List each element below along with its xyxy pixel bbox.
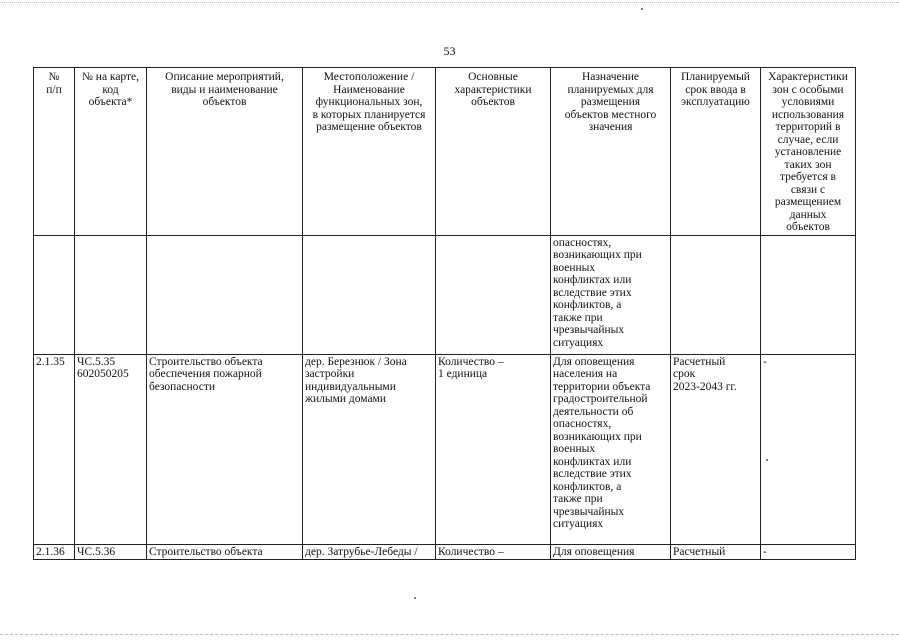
cell-description xyxy=(147,235,303,354)
scan-bottom-edge xyxy=(0,634,899,635)
cell-characteristics: Количество – xyxy=(436,544,551,560)
header-characteristics: Основные характеристики объектов xyxy=(436,68,551,236)
header-location: Местоположение / Наименование функциональных зон, в которых планируется размещение объектов xyxy=(303,68,436,236)
table-header-row xyxy=(34,68,856,236)
cell-characteristics xyxy=(436,235,551,354)
cell-purpose: Для оповещения xyxy=(551,544,671,560)
cell-map-code xyxy=(75,235,147,354)
cell-description: Строительство объекта xyxy=(147,544,303,560)
header-description: Описание мероприятий, виды и наименование объектов xyxy=(147,68,303,236)
header-commissioning: Планируемый срок ввода в эксплуатацию xyxy=(671,68,761,236)
cell-location: дер. Затрубье-Лебеды / xyxy=(303,544,436,560)
cell-commissioning: Расчетный срок 2023-2043 гг. xyxy=(671,354,761,544)
header-zones: Характеристики зон с особыми условиями использования территорий в случае, если установление таких зон требуется в связи с размещением данных объектов xyxy=(761,68,856,236)
header-map-code: № на карте, код объекта* xyxy=(75,68,147,236)
planning-table xyxy=(33,67,856,560)
cell-description: Строительство объекта обеспечения пожарной безопасности xyxy=(147,354,303,544)
header-index: № п/п xyxy=(34,68,75,236)
table-row xyxy=(34,235,856,354)
cell-zones: - xyxy=(761,544,856,560)
cell-index xyxy=(34,235,75,354)
table-row xyxy=(34,544,856,560)
cell-purpose: Для оповещения населения на территории объекта градостроительной деятельности об опасностях, возникающих при военных конфликтах или вследствие этих конфликтов, а также при чрезвычайных ситуациях xyxy=(551,354,671,544)
cell-commissioning: Расчетный xyxy=(671,544,761,560)
cell-map-code: ЧС.5.36 xyxy=(75,544,147,560)
cell-index: 2.1.36 xyxy=(34,544,75,560)
cell-location xyxy=(303,235,436,354)
table-row xyxy=(34,354,856,544)
scan-top-edge xyxy=(0,2,899,3)
cell-location: дер. Березнюк / Зона застройки индивидуальными жилыми домами xyxy=(303,354,436,544)
cell-commissioning xyxy=(671,235,761,354)
cell-index: 2.1.35 xyxy=(34,354,75,544)
cell-map-code: ЧС.5.35 602050205 xyxy=(75,354,147,544)
cell-zones xyxy=(761,235,856,354)
page-number: 53 xyxy=(443,44,456,58)
cell-characteristics: Количество – 1 единица xyxy=(436,354,551,544)
header-purpose: Назначение планируемых для размещения объектов местного значения xyxy=(551,68,671,236)
scan-speck xyxy=(641,8,643,10)
cell-purpose: опасностях, возникающих при военных конфликтах или вследствие этих конфликтов, а также при чрезвычайных ситуациях xyxy=(551,235,671,354)
scan-speck xyxy=(766,459,768,461)
cell-zones: - xyxy=(761,354,856,544)
scan-speck xyxy=(414,597,416,599)
